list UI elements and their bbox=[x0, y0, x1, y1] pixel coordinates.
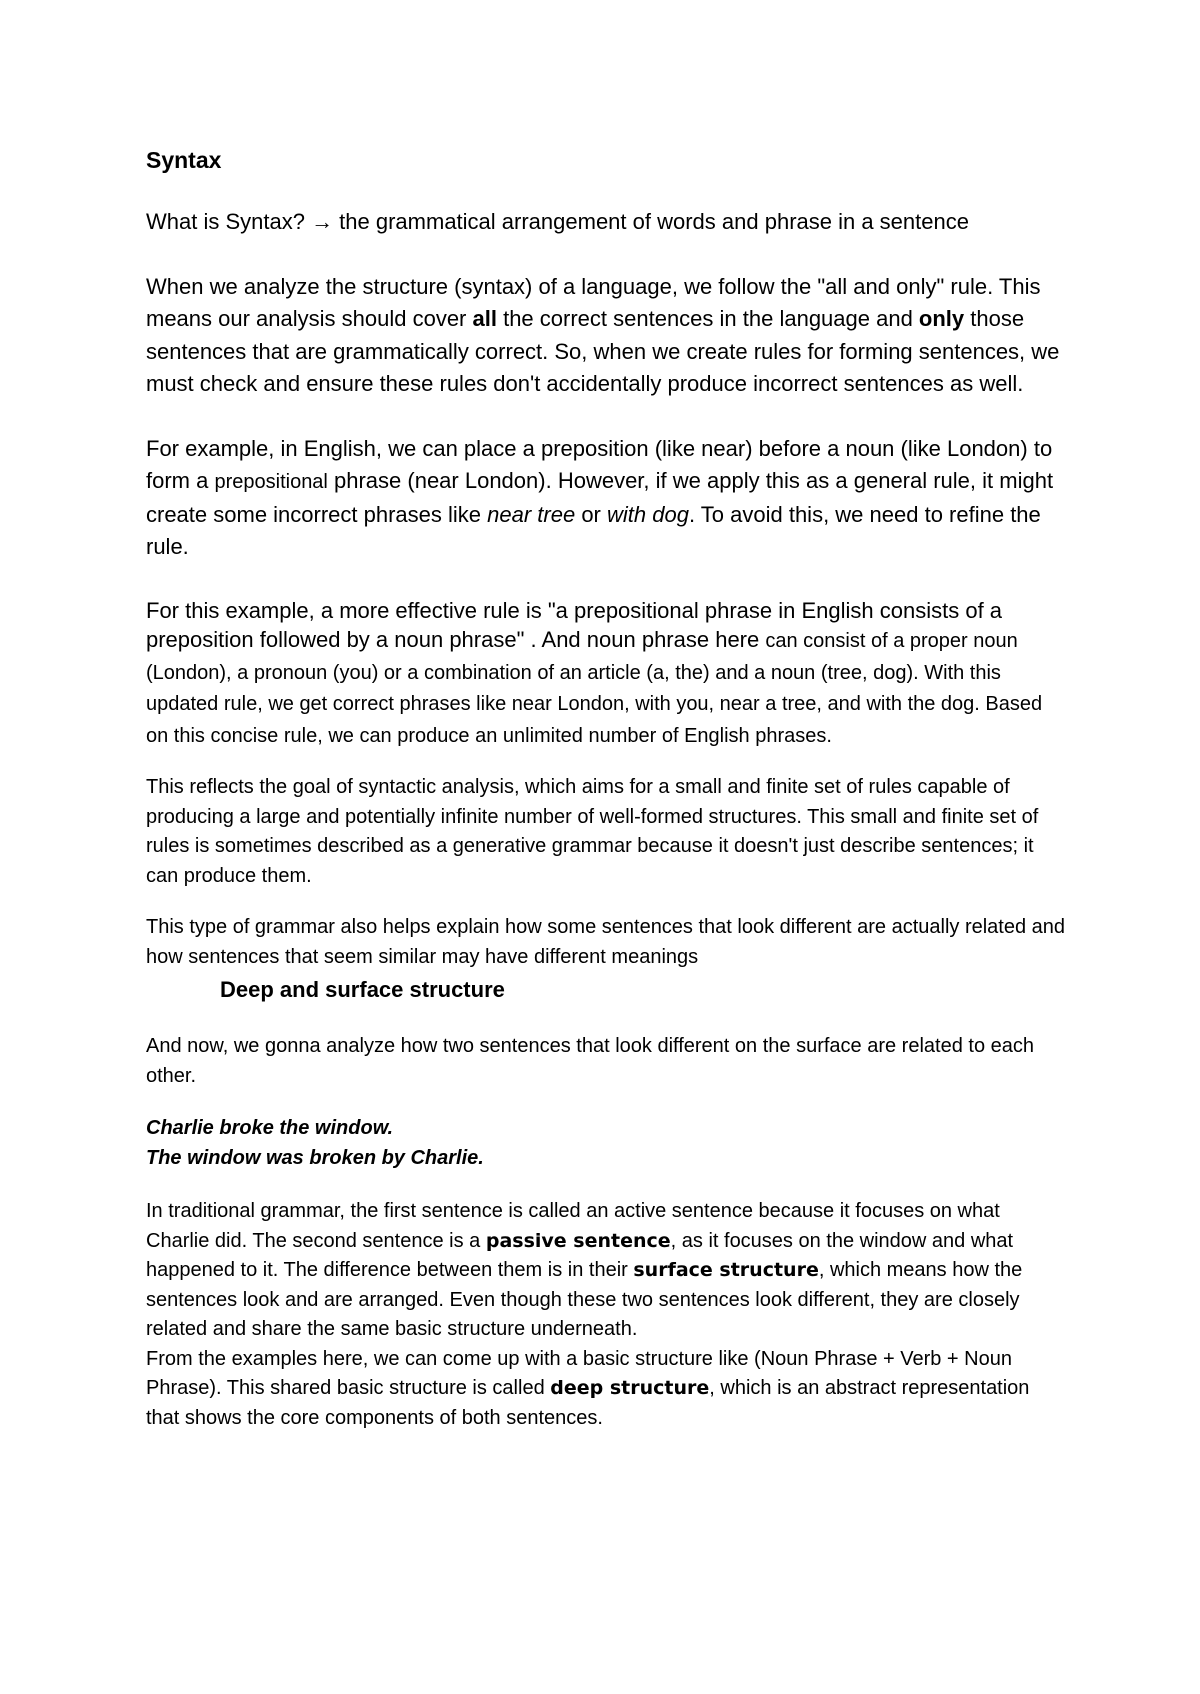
text-run: , which is an abstract representation that shows the core components of both sentences. bbox=[146, 1377, 1030, 1429]
paragraph-effective-rule bbox=[146, 596, 1066, 752]
example-sentence-passive: The window was broken by Charlie. bbox=[146, 1147, 484, 1169]
text-run-small: can consist of a proper noun (London), a pronoun (you) or a combination of an article (a, the) and a noun (tree, dog). With this updated rule, we get correct phrases like near London, with you, near a tree, and with the dog. Based on this concise rule, we can produce an unlimited number of English phrases. bbox=[146, 630, 1043, 747]
text-run: the correct sentences in the language and bbox=[496, 306, 919, 331]
paragraph-example bbox=[146, 433, 1066, 564]
text-run: When we analyze the structure (syntax) of a language, we follow the "all and only" rule. This means our analysis should cover bbox=[146, 273, 1041, 331]
bold-passive-sentence: passive sentence bbox=[485, 1229, 671, 1252]
section-heading: Deep and surface structure bbox=[220, 977, 505, 1002]
text-run: , as it focuses on the window and what happened to it. The difference between them is in their bbox=[146, 1229, 1014, 1281]
text-run-small: prepositional bbox=[214, 471, 328, 493]
document-body bbox=[146, 142, 1066, 1455]
bold-deep-structure: deep structure bbox=[550, 1377, 710, 1399]
syntax-definition: What is Syntax? → the grammatical arrangement of words and phrase in a sentence bbox=[146, 209, 969, 234]
text-run: In traditional grammar, the first sentence is called an active sentence because it focuses on what Charlie did. The second sentence is a bbox=[146, 1200, 1000, 1252]
paragraph-generative-grammar: This reflects the goal of syntactic analysis, which aims for a small and finite set of rules capable of producing a large and potentially infinite number of well-formed structures. This small and finite set of rules is sometimes described as a generative grammar because it doesn't just describe sentences; it can produce them. bbox=[146, 776, 1039, 887]
paragraph-all-and-only bbox=[146, 271, 1066, 401]
paragraph-deep-structure bbox=[146, 1345, 1066, 1434]
text-run: For example, in English, we can place a preposition (like near) before a noun (like London) to form a bbox=[146, 435, 1053, 493]
page-title: Syntax bbox=[146, 147, 222, 173]
text-run: those sentences that are grammatically correct. So, when we create rules for forming sentences, we must check and ensure these rules don't accidentally produce incorrect sentences as well. bbox=[146, 306, 1060, 396]
text-run: . To avoid this, we need to refine the rule. bbox=[146, 501, 1041, 559]
example-sentences bbox=[146, 1113, 1066, 1173]
text-run: From the examples here, we can come up with a basic structure like (Noun Phrase + Verb + Noun Phrase). This shared basic structure is called bbox=[146, 1347, 1012, 1399]
paragraph-surface-structure bbox=[146, 1197, 1066, 1345]
paragraph-grammar-explains: This type of grammar also helps explain how some sentences that look different are actually related and how sentences that seem similar may have different meanings bbox=[146, 916, 1066, 968]
text-run: , which means how the sentences look and are arranged. Even though these two sentences look different, they are closely related and share the same basic structure underneath. bbox=[146, 1259, 1023, 1340]
text-run: For this example, a more effective rule is "a prepositional phrase in English consists of a preposition followed by a noun phrase" . And noun phrase here bbox=[146, 597, 1003, 652]
paragraph-analyze: And now, we gonna analyze how two sentences that look different on the surface are related to each other. bbox=[146, 1035, 1034, 1087]
example-sentence-active: Charlie broke the window. bbox=[146, 1117, 394, 1139]
bold-only: only bbox=[918, 306, 965, 331]
bold-surface-structure: surface structure bbox=[633, 1259, 819, 1281]
text-run: or bbox=[575, 501, 607, 527]
text-run: phrase (near London). However, if we apply this as a general rule, it might create some incorrect phrases like bbox=[146, 468, 1054, 527]
bold-all: all bbox=[472, 306, 497, 331]
italic-with-dog: with dog bbox=[607, 501, 689, 527]
italic-near-tree: near tree bbox=[487, 501, 576, 527]
